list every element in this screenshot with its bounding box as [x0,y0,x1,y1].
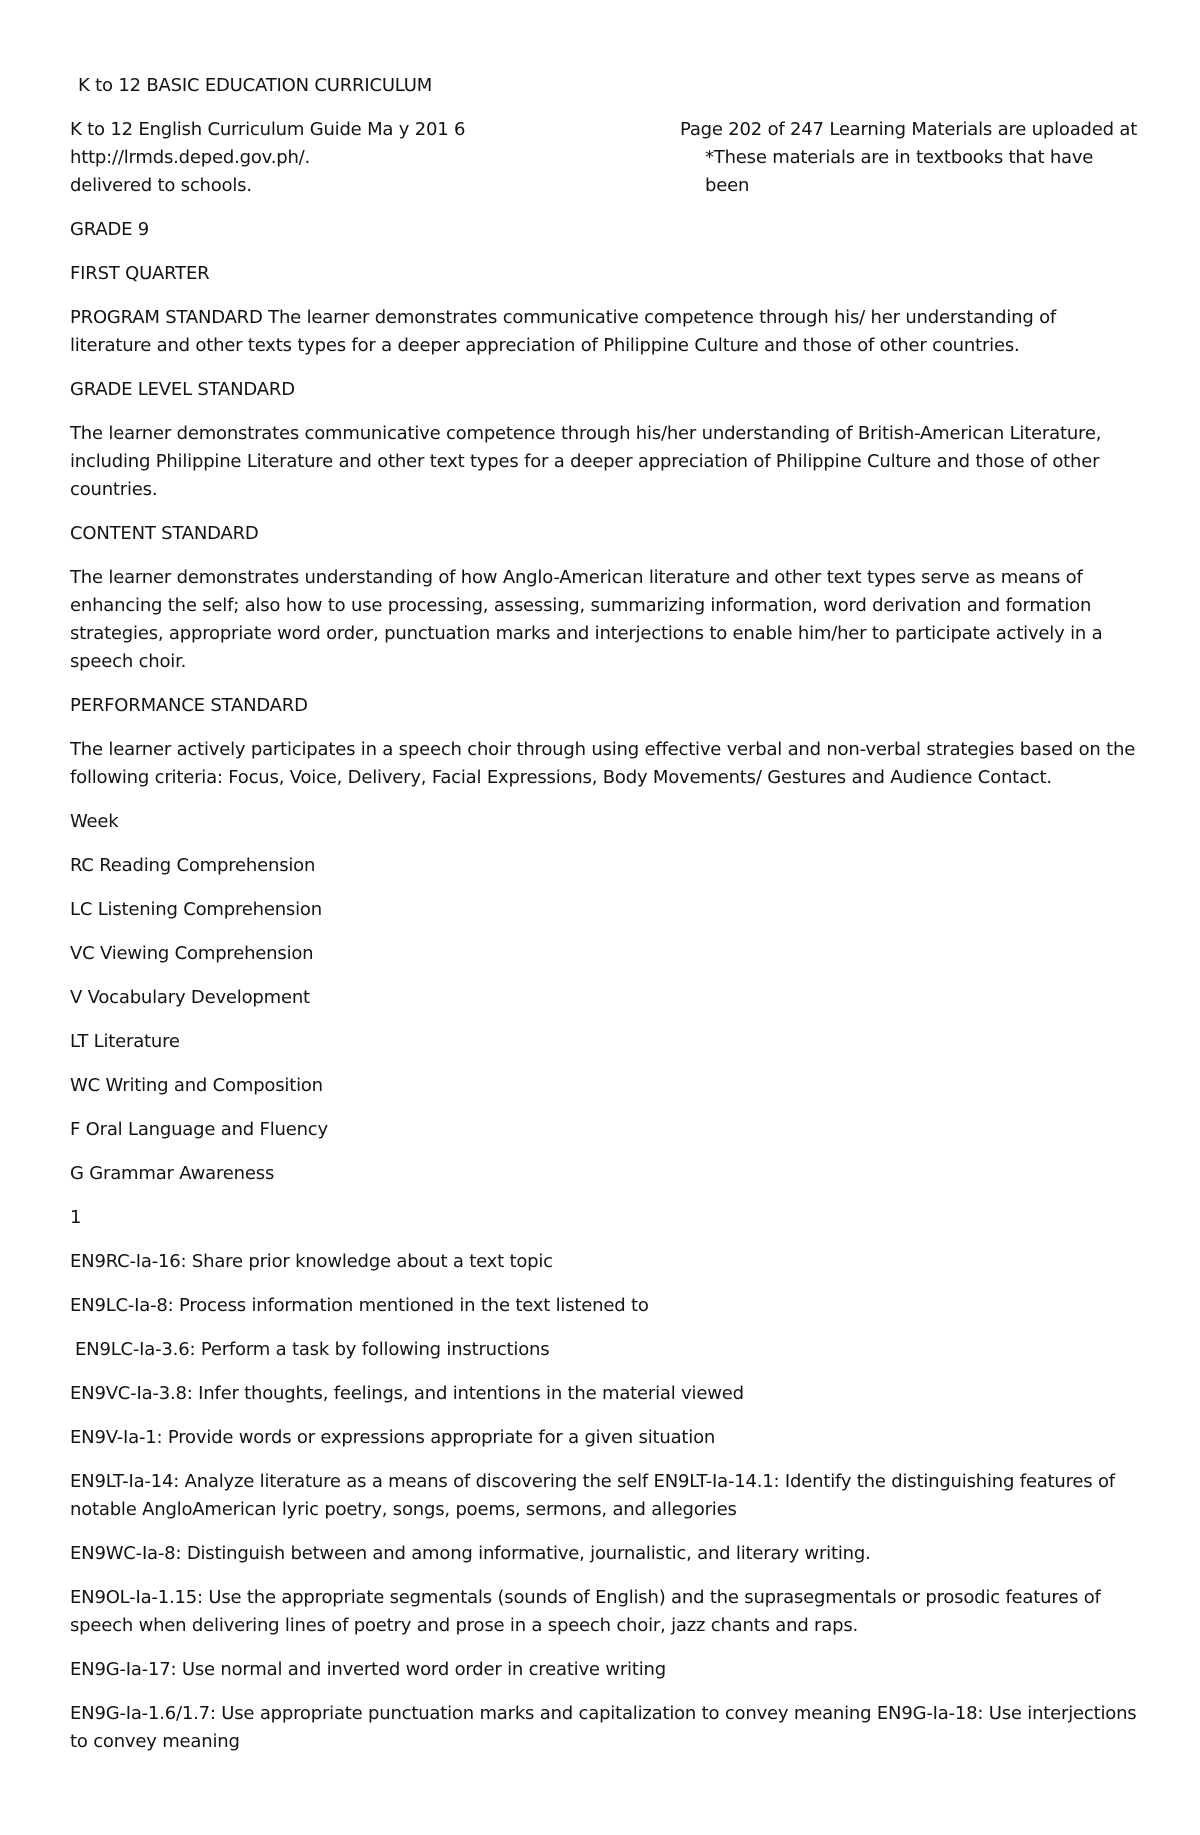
lrmds-url: http://lrmds.deped.gov.ph/. [70,147,311,168]
performance-standard: The learner actively participates in a speech choir through using effective verbal and non-verbal strategies based on the following criteria: Focus, Voice, Delivery, Facial Expressions, Body Movements/ Gestures and Audience Contact. [70,739,1136,788]
competency-item: EN9LC-Ia-3.6: Perform a task by following instructions [75,1339,550,1360]
competency-item: EN9OL-Ia-1.15: Use the appropriate segmentals (sounds of English) and the suprasegmentals or prosodic features of speech when delivering lines of poetry and prose in a speech choir, jazz chants and raps. [70,1587,1101,1636]
grade-heading: GRADE 9 [70,219,150,240]
materials-note-tail: delivered to schools. [70,175,252,196]
competency-item: EN9LT-Ia-14: Analyze literature as a means of discovering the self EN9LT-Ia-14.1: Identify the distinguishing features of notable AngloAmerican lyric poetry, songs, poems, sermons, and allegories [70,1471,1115,1520]
document-title: K to 12 BASIC EDUCATION CURRICULUM [78,75,433,96]
domain-item: LT Literature [70,1031,180,1052]
week-number: 1 [70,1207,82,1228]
domain-item: LC Listening Comprehension [70,899,322,920]
grade-level-standard-heading: GRADE LEVEL STANDARD [70,379,295,400]
competency-item: EN9LC-Ia-8: Process information mentioned in the text listened to [70,1295,649,1316]
competency-item: EN9V-Ia-1: Provide words or expressions appropriate for a given situation [70,1427,716,1448]
content-standard: The learner demonstrates understanding of how Anglo-American literature and other text types serve as means of enhancing the self; also how to use processing, assessing, summarizing information, word derivation and formation strategies, appropriate word order, punctuation marks and interjections to enable him/her to participate actively in a speech choir. [70,567,1103,672]
grade-level-standard: The learner demonstrates communicative competence through his/her understanding of British-American Literature, including Philippine Literature and other text types for a deeper appreciation of Philippine Culture and those of other countries. [70,423,1102,500]
materials-note: *These materials are in textbooks that have been [705,147,1094,196]
competency-item: EN9RC-Ia-16: Share prior knowledge about a text topic [70,1251,553,1272]
domain-item: G Grammar Awareness [70,1163,275,1184]
competency-item: EN9G-Ia-1.6/1.7: Use appropriate punctuation marks and capitalization to convey meaning EN9G-Ia-18: Use interjections to convey meaning [70,1703,1137,1752]
domain-item: RC Reading Comprehension [70,855,316,876]
domain-item: F Oral Language and Fluency [70,1119,328,1140]
week-label: Week [70,811,119,832]
competency-item: EN9G-Ia-17: Use normal and inverted word order in creative writing [70,1659,666,1680]
domain-item: V Vocabulary Development [70,987,310,1008]
domain-item: VC Viewing Comprehension [70,943,314,964]
competency-item: EN9WC-Ia-8: Distinguish between and among informative, journalistic, and literary writing. [70,1543,871,1564]
performance-standard-heading: PERFORMANCE STANDARD [70,695,308,716]
domain-item: WC Writing and Composition [70,1075,323,1096]
document-page [70,72,1140,1772]
curriculum-guide-label: K to 12 English Curriculum Guide Ma y 201 6 [70,119,466,140]
competency-item: EN9VC-Ia-3.8: Infer thoughts, feelings, and intentions in the material viewed [70,1383,744,1404]
content-standard-heading: CONTENT STANDARD [70,523,259,544]
program-standard: PROGRAM STANDARD The learner demonstrates communicative competence through his/ her understanding of literature and other texts types for a deeper appreciation of Philippine Culture and those of other countries. [70,307,1057,356]
quarter-heading: FIRST QUARTER [70,263,210,284]
header-row-1 [70,116,1140,144]
page-number-info: Page 202 of 247 Learning Materials are uploaded at [680,119,1138,140]
